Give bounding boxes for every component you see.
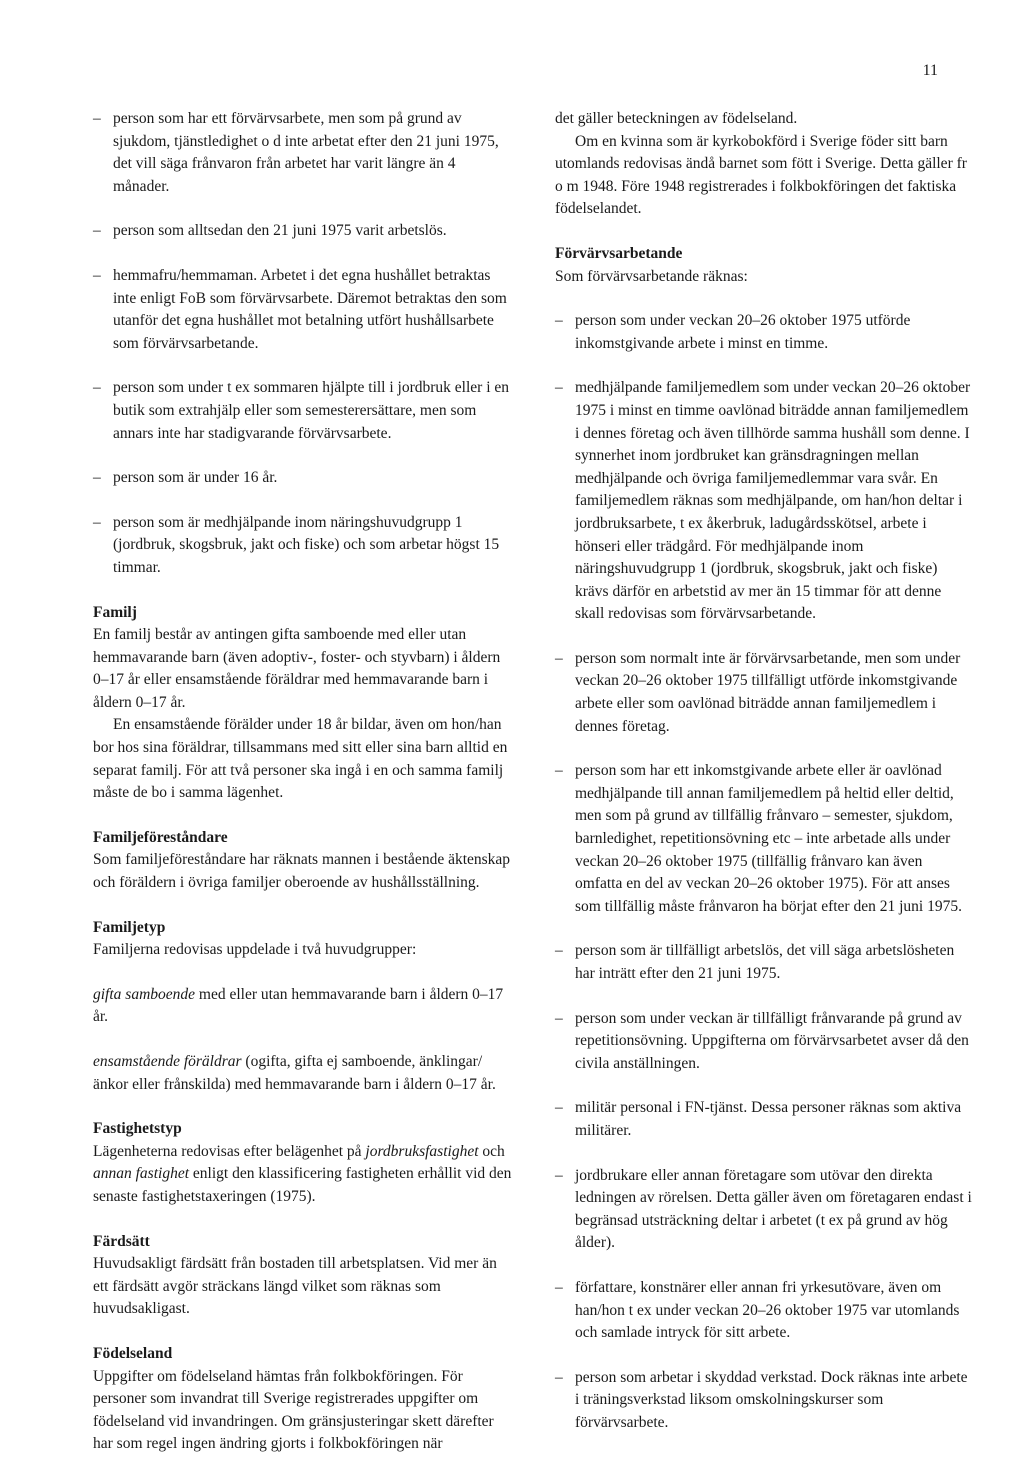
list-item-text: person som är under 16 år. bbox=[113, 469, 278, 487]
section-familj bbox=[93, 602, 515, 805]
section-heading: Födelseland bbox=[93, 1344, 173, 1362]
list-item bbox=[93, 512, 515, 580]
dash: – bbox=[93, 110, 101, 127]
list-item-text: person som har ett förvärvsarbete, men som på grund av sjukdom, tjänstledighet o d inte arbetat efter den 21 juni 1975, det vill säga frånvaron från arbetet har varit längre än 4 månader. bbox=[113, 110, 499, 195]
list-item-text: person som normalt inte är förvärvsarbetande, men som under veckan 20–26 oktober 1975 tillfälligt utförde inkomstgivande arbete eller som oavlönad biträdde annan familjemedlem i dennes företag. bbox=[575, 649, 961, 735]
paragraph: Som förvärvsarbetande räknas: bbox=[555, 267, 748, 285]
list-item-text: författare, konstnärer eller annan fri yrkesutövare, även om han/hon t ex under veckan 20–26 oktober 1975 var utomlands och samlade intryck för sitt arbete. bbox=[575, 1278, 960, 1342]
dash: – bbox=[555, 1099, 563, 1117]
list-item bbox=[93, 220, 515, 243]
paragraph: Som familjeföreståndare har räknats mannen i bestående äktenskap och föräldern i övriga familjer oberoende av hushållsställning. bbox=[93, 851, 511, 892]
list-item-text: jordbrukare eller annan företagare som utövar den direkta ledningen av rörelsen. Detta gäller även om företagaren endast i begränsad utsträckning deltar i arbetet (t ex på grund av hög ålder). bbox=[575, 1166, 972, 1252]
section-heading: Fastighetstyp bbox=[93, 1120, 182, 1138]
section-heading: Färdsätt bbox=[93, 1232, 150, 1250]
list-item-text: person som under t ex sommaren hjälpte till i jordbruk eller i en butik som extrahjälp eller som semesterersättare, men som annars inte har stadigvarande förvärvsarbete. bbox=[113, 379, 510, 442]
paragraph: Om en kvinna som är kyrkobokförd i Sverige föder sitt barn utomlands redovisas ändå barnet som fött i Sverige. Detta gäller fr o m 1948. Före 1948 registrerades i folkbokföringen det faktiska födelselandet. bbox=[555, 132, 967, 218]
list-item bbox=[555, 310, 973, 355]
dash: – bbox=[555, 942, 563, 960]
section-heading: Familjeföreståndare bbox=[93, 828, 228, 846]
dash: – bbox=[555, 312, 563, 330]
paragraph: En familj består av antingen gifta samboende med eller utan hemmavarande barn (även adoptiv-, foster- och styvbarn) i åldern 0–17 år eller ensamstående föräldrar med hemmavarande barn i åldern 0–17 år. bbox=[93, 626, 501, 711]
dash: – bbox=[93, 513, 101, 531]
left-column bbox=[93, 108, 515, 1478]
paragraph: Familjerna redovisas uppdelade i två huvudgrupper: bbox=[93, 941, 417, 959]
dash: – bbox=[93, 266, 101, 284]
dash: – bbox=[555, 649, 563, 667]
dash: – bbox=[555, 762, 563, 780]
paragraph: det gäller beteckningen av födelseland. bbox=[555, 110, 798, 127]
list-item-text: person som är tillfälligt arbetslös, det vill säga arbetslösheten har inträtt efter den 21 juni 1975. bbox=[575, 942, 955, 982]
list-item bbox=[555, 1008, 973, 1076]
emphasis: jordbruksfastighet bbox=[365, 1142, 479, 1160]
dash: – bbox=[555, 1278, 563, 1296]
list-item bbox=[555, 1367, 973, 1435]
section-familjetyp bbox=[93, 917, 515, 1097]
section-heading: Familj bbox=[93, 603, 137, 621]
list-item-text: medhjälpande familjemedlem som under veckan 20–26 oktober 1975 i minst en timme oavlönad biträdde annan familjemedlem i dennes företag och även tillhörde samma hushåll som denne. I synnerhet inom jordbruket kan gränsdragningen mellan medhjälpande och övriga familjemedlemmar vara svår. En familjemedlem räknas som medhjälpande, om han/hon deltar i jordbruksarbete, t ex åkerbruk, ladugårdsskötsel, arbete i hönseri eller trädgård. För medhjälpande inom näringshuvudgrupp 1 (jordbruk, skogsbruk, jakt och fiske) krävs därför en arbetstid av mer än 15 timmar för att denne skall redovisas som förvärvsarbetande. bbox=[575, 379, 971, 623]
section-heading: Familjetyp bbox=[93, 918, 166, 936]
list-item bbox=[555, 1277, 973, 1345]
dash: – bbox=[93, 379, 101, 397]
text-span: med eller utan hemmavarande barn i åldern 0–17 år. bbox=[93, 985, 504, 1026]
list-item-text: person som alltsedan den 21 juni 1975 varit arbetslös. bbox=[113, 222, 447, 240]
section-familjeforestandare bbox=[93, 827, 515, 895]
text-span: (ogifta, gifta ej samboende, änklingar/änkor eller frånskilda) med hemmavarande barn i åldern 0–17 år. bbox=[93, 1053, 496, 1093]
paragraph bbox=[93, 1051, 515, 1096]
text-span: Lägenheterna redovisas efter belägenhet på bbox=[93, 1142, 366, 1160]
list-item bbox=[555, 1097, 973, 1142]
page-number: 11 bbox=[922, 62, 938, 79]
list-item bbox=[555, 377, 973, 626]
list-item bbox=[555, 760, 973, 918]
list-item-text: hemmafru/hemmaman. Arbetet i det egna hushållet betraktas inte enligt FoB som förvärvsarbete. Däremot betraktas den som utanför det egna hushållet mot betalning utfört hushållsarbete som förvärvsarbetande. bbox=[113, 266, 507, 352]
dash: – bbox=[555, 1009, 563, 1027]
list-item bbox=[555, 648, 973, 738]
section-fardsatt bbox=[93, 1231, 515, 1321]
section-forvarvsarbetande bbox=[555, 243, 973, 288]
list-item-text: person som har ett inkomstgivande arbete eller är oavlönad medhjälpande till annan familjemedlem på heltid eller deltid, men som på grund av tillfällig frånvaro – semester, sjukdom, barnledighet, repetitionsövning etc – inte arbetade alls under veckan 20–26 oktober 1975 (tillfällig frånvaro kan även omfatta en del av veckan 20–26 oktober 1975). För att anses som tillfällig måste frånvaron ha börjat efter den 21 juni 1975. bbox=[575, 762, 962, 915]
section-heading: Förvärvsarbetande bbox=[555, 244, 683, 262]
emphasis: ensamstående föräldrar bbox=[93, 1053, 242, 1070]
section-fodelseland bbox=[93, 1343, 515, 1456]
dash: – bbox=[555, 1368, 563, 1386]
dash: – bbox=[555, 379, 563, 397]
emphasis: annan fastighet bbox=[93, 1165, 190, 1183]
section-fastighetstyp bbox=[93, 1118, 515, 1208]
list-item bbox=[93, 467, 515, 490]
text-span: och bbox=[478, 1142, 505, 1160]
dash: – bbox=[93, 222, 101, 240]
list-item-text: person som arbetar i skyddad verkstad. Dock räknas inte arbete i träningsverkstad liksom omskolningskurser som förvärvsarbete. bbox=[575, 1368, 968, 1431]
section-fodelseland-continued bbox=[555, 108, 973, 221]
paragraph bbox=[93, 1141, 515, 1209]
text-span: enligt den klassificering fastigheten erhållit vid den senaste fastighetstaxeringen (1975). bbox=[93, 1165, 512, 1205]
list-item bbox=[555, 940, 973, 985]
paragraph: Uppgifter om födelseland hämtas från folkbokföringen. För personer som invandrat till Sverige registrerades uppgifter om födelseland vid invandringen. Om gränsjusteringar skett därefter har som regel ingen ändring gjorts i folkbokföringen när bbox=[93, 1367, 494, 1453]
right-column bbox=[555, 108, 973, 1457]
list-item bbox=[93, 265, 515, 355]
list-item bbox=[555, 1165, 973, 1255]
paragraph: En ensamstående förälder under 18 år bildar, även om hon/han bor hos sina föräldrar, tillsammans med sitt eller sina barn alltid en separat familj. För att två personer ska ingå i en och samma familj måste de bo i samma lägenhet. bbox=[93, 716, 508, 802]
dash: – bbox=[93, 469, 101, 487]
list-item-text: person som under veckan 20–26 oktober 1975 utförde inkomstgivande arbete i minst en timme. bbox=[575, 312, 911, 352]
emphasis: gifta samboende bbox=[93, 985, 196, 1003]
list-item-text: person som under veckan är tillfälligt frånvarande på grund av repetitionsövning. Uppgifterna om förvärvsarbetet avser då den civila anställningen. bbox=[575, 1009, 969, 1072]
dash: – bbox=[555, 1166, 563, 1184]
paragraph: Huvudsakligt färdsätt från bostaden till arbetsplatsen. Vid mer än ett färdsätt avgör sträckans längd vilket som räknas som huvudsakligast. bbox=[93, 1255, 497, 1318]
list-item bbox=[93, 377, 515, 445]
list-item-text: person som är medhjälpande inom näringshuvudgrupp 1 (jordbruk, skogsbruk, jakt och fiske) och som arbetar högst 15 timmar. bbox=[113, 513, 500, 576]
list-item bbox=[93, 108, 515, 198]
list-item-text: militär personal i FN-tjänst. Dessa personer räknas som aktiva militärer. bbox=[575, 1099, 962, 1139]
paragraph bbox=[93, 984, 515, 1029]
